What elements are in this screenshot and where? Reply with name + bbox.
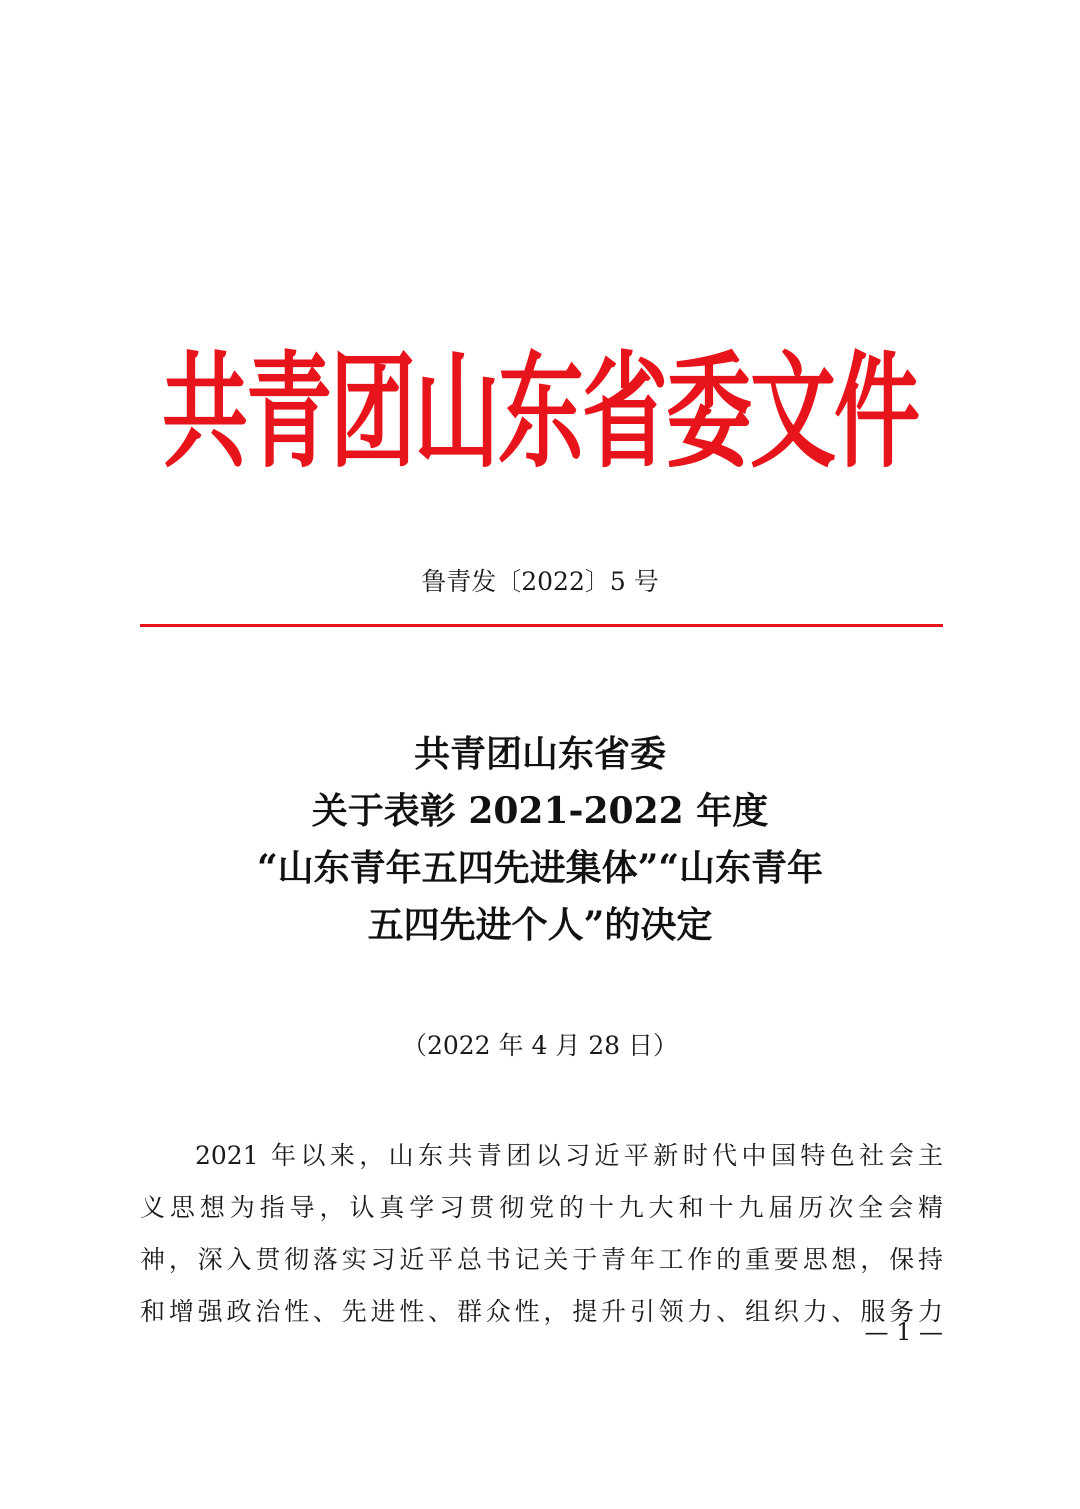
body-paragraph <box>140 1130 943 1338</box>
title-line-4: 五四先进个人”的决定 <box>367 904 713 946</box>
document-title <box>0 726 1080 954</box>
document-number: 鲁青发〔2022〕5 号 <box>421 567 659 596</box>
body-line-1: 2021 年以来，山东共青团以习近平新时代中国特色社会主 <box>195 1141 943 1170</box>
body-line-2: 义思想为指导，认真学习贯彻党的十九大和十九届历次全会精 <box>140 1193 943 1222</box>
document-masthead: 共青团山东省委文件 <box>162 340 918 486</box>
title-line-1: 共青团山东省委 <box>413 733 666 775</box>
body-line-4: 和增强政治性、先进性、群众性，提升引领力、组织力、服务力 <box>140 1297 943 1326</box>
red-separator-line <box>140 624 943 627</box>
document-date: （2022 年 4 月 28 日） <box>401 1031 679 1060</box>
title-line-3: “山东青年五四先进集体”“山东青年 <box>256 847 824 889</box>
page-number: — 1 — <box>864 1318 943 1346</box>
title-line-2: 关于表彰 2021-2022 年度 <box>311 790 769 832</box>
body-line-3: 神，深入贯彻落实习近平总书记关于青年工作的重要思想，保持 <box>140 1245 943 1274</box>
